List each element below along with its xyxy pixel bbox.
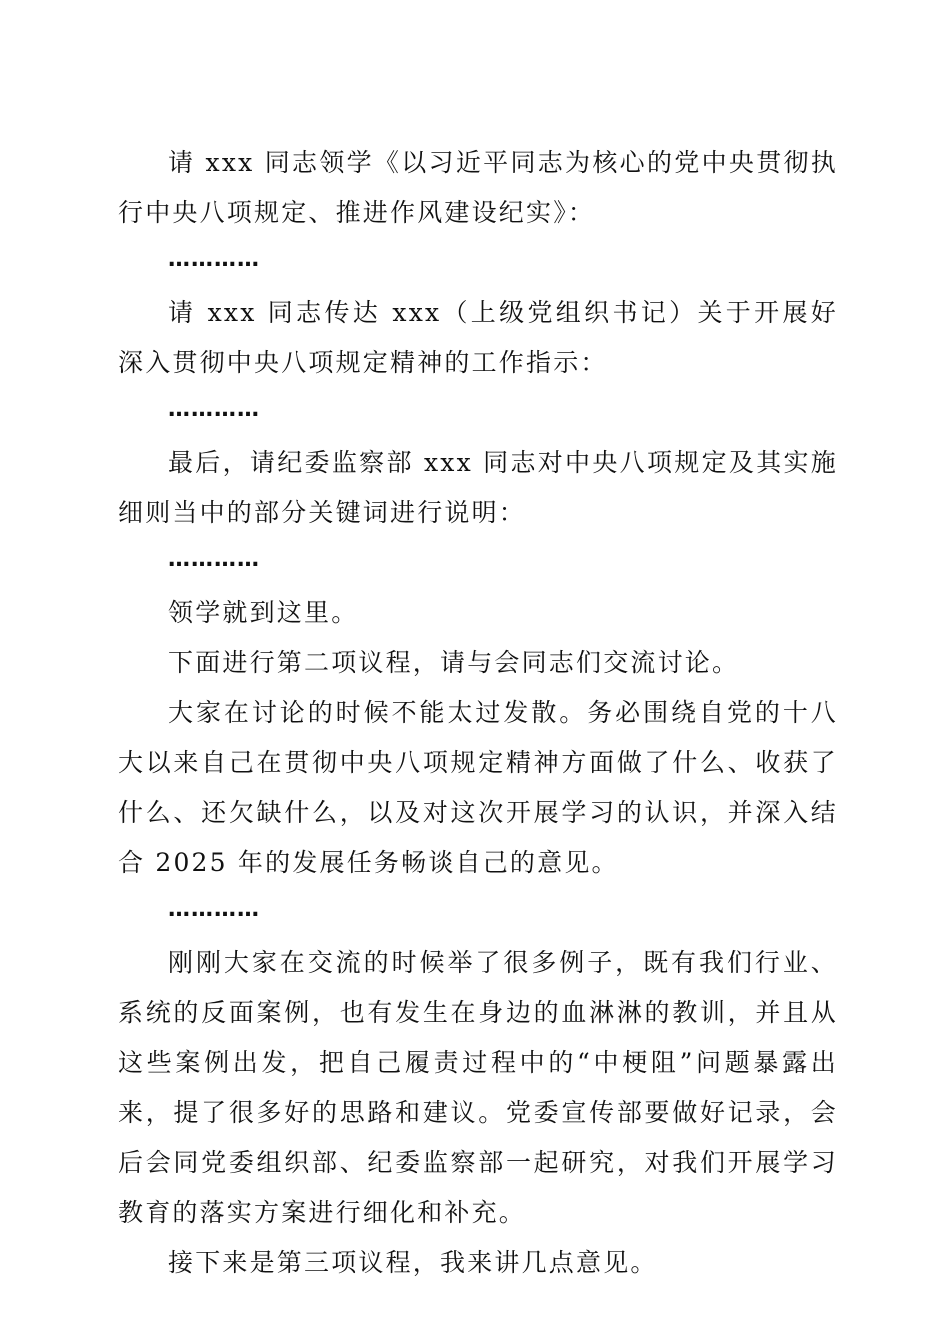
paragraph: 大家在讨论的时候不能太过发散。务必围绕自党的十八大以来自己在贯彻中央八项规定精神方面做了什么、收获了什么、还欠缺什么，以及对这次开展学习的认识，并深入结合 2025 年的发展任务畅谈自己的意见。 (118, 698, 838, 877)
ellipsis-line: ………… (168, 397, 260, 422)
ellipsis-line: ………… (168, 897, 260, 922)
ellipsis-line: ………… (168, 247, 260, 272)
document-body (118, 138, 838, 1288)
paragraph: 最后，请纪委监察部 xxx 同志对中央八项规定及其实施细则当中的部分关键词进行说明： (118, 448, 838, 527)
paragraph: 接下来是第三项议程，我来讲几点意见。 (168, 1248, 658, 1277)
ellipsis-line: ………… (168, 547, 260, 572)
paragraph: 请 xxx 同志传达 xxx（上级党组织书记）关于开展好深入贯彻中央八项规定精神的工作指示： (118, 298, 838, 377)
paragraph: 领学就到这里。 (168, 598, 359, 627)
paragraph: 刚刚大家在交流的时候举了很多例子，既有我们行业、系统的反面案例，也有发生在身边的血淋淋的教训，并且从这些案例出发，把自己履责过程中的“中梗阻”问题暴露出来，提了很多好的思路和建议。党委宣传部要做好记录，会后会同党委组织部、纪委监察部一起研究，对我们开展学习教育的落实方案进行细化和补充。 (118, 948, 838, 1227)
paragraph: 下面进行第二项议程，请与会同志们交流讨论。 (168, 648, 740, 677)
paragraph: 请 xxx 同志领学《以习近平同志为核心的党中央贯彻执行中央八项规定、推进作风建设纪实》： (118, 148, 838, 227)
